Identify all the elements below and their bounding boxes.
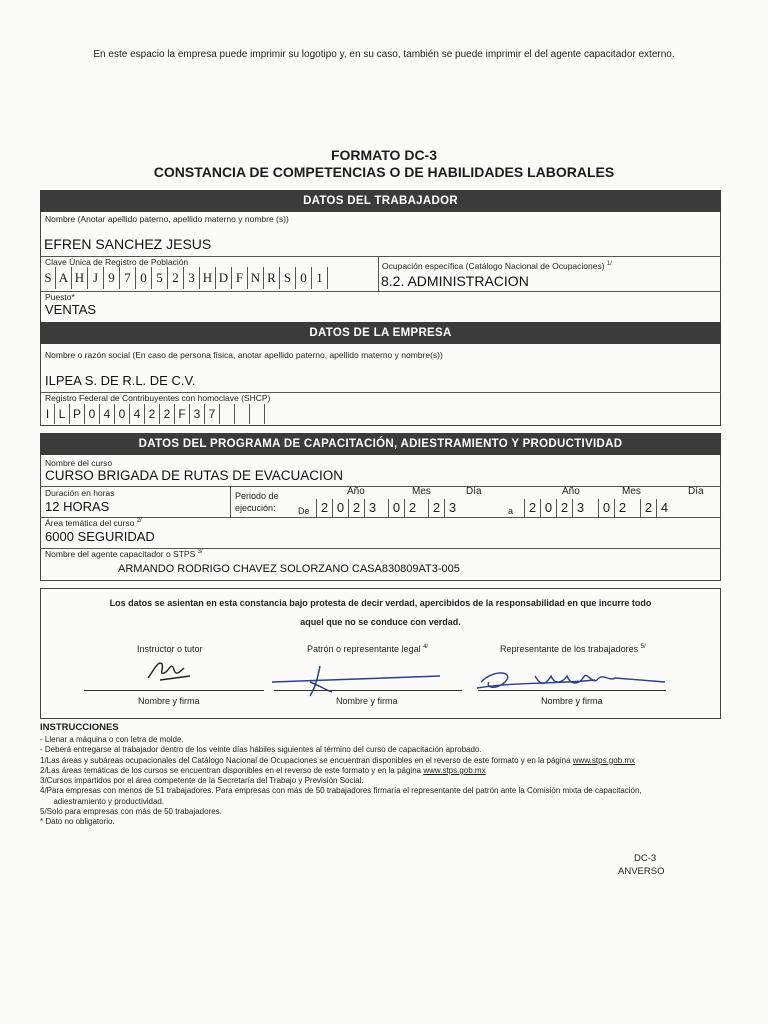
char-cell: L [55, 404, 70, 424]
instruction-item: 5/Solo para empresas con más de 50 trabajadores. [40, 807, 222, 817]
date-digit-cell: 0 [388, 499, 404, 517]
rfc-cells [40, 404, 265, 424]
curp-label: Clave Única de Registro de Población [45, 257, 189, 267]
instruction-item: adiestramiento y productividad. [40, 796, 165, 806]
start-month-label: Mes [412, 486, 431, 497]
trainer-label-text: Nombre del agente capacitador o STPS [45, 549, 196, 559]
stps-link[interactable]: www.stps.gob.mx [572, 755, 636, 765]
char-cell: 1 [312, 267, 328, 289]
workers-rep-label-text: Representante de los trabajadores [500, 644, 639, 654]
end-month-label: Mes [622, 486, 641, 497]
course-name-label: Nombre del curso [45, 458, 113, 468]
signature-line [84, 690, 264, 691]
instruction-item: - Llenar a máquina o con letra de molde. [40, 735, 184, 744]
footer-side-label: ANVERSO [618, 866, 665, 877]
duration-label: Duración en horas [45, 488, 115, 498]
date-digit-cell: 2 [614, 499, 630, 517]
date-digit-cell: 3 [444, 499, 460, 517]
thematic-area-value: 6000 SEGURIDAD [45, 529, 155, 544]
thematic-area-label [45, 518, 142, 528]
date-digit-cell: 2 [316, 499, 332, 517]
char-cell: I [40, 404, 55, 424]
char-cell [220, 404, 235, 424]
divider [40, 291, 721, 292]
course-name-value: CURSO BRIGADA DE RUTAS DE EVACUACION [45, 468, 344, 483]
date-digit-cell: 4 [656, 499, 672, 517]
char-cell: 0 [296, 267, 312, 289]
date-digit-cell: 2 [640, 499, 656, 517]
char-cell: H [200, 267, 216, 289]
instructor-label: Instructor o tutor [137, 644, 203, 654]
employer-label-text: Patrón o representante legal [307, 644, 421, 654]
instruction-item: * Dato no obligatorio. [40, 817, 115, 827]
date-digit-cell: 0 [598, 499, 614, 517]
date-digit-cell: 0 [332, 499, 348, 517]
affirmation-line-1: Los datos se asientan en esta constancia bajo protesta de decir verdad, apercibidos de la responsabilidad en que incurre todo [109, 598, 652, 608]
workers-rep-label [500, 644, 646, 654]
end-year-label: Año [562, 486, 580, 497]
date-digit-cell: 0 [540, 499, 556, 517]
workers-rep-name-sign: Nombre y firma [541, 696, 603, 706]
instruction-item [40, 756, 642, 766]
thematic-area-footnote-ref: 2/ [136, 518, 142, 525]
company-section-header: DATOS DE LA EMPRESA [40, 322, 721, 344]
footer-form-code: DC-3 [634, 853, 657, 864]
affirmation-line-2: aquel que no se conduce con verdad. [300, 617, 461, 627]
company-name-value: ILPEA S. DE R.L. DE C.V. [45, 373, 196, 388]
char-cell: J [88, 267, 104, 289]
workers-rep-footnote-ref: 5/ [640, 644, 646, 650]
char-cell: 0 [85, 404, 100, 424]
char-cell: A [56, 267, 72, 289]
date-digit-cell: 2 [404, 499, 420, 517]
occupation-label [382, 261, 612, 271]
employer-name-sign: Nombre y firma [336, 696, 398, 706]
form-code-title: FORMATO DC-3 [330, 147, 438, 163]
from-label: De [298, 506, 310, 516]
to-label: a [508, 506, 514, 516]
char-cell: 7 [120, 267, 136, 289]
char-cell: D [216, 267, 232, 289]
program-section-header: DATOS DEL PROGRAMA DE CAPACITACIÓN, ADIESTRAMIENTO Y PRODUCTIVIDAD [40, 433, 721, 455]
employer-footnote-ref: 4/ [423, 644, 429, 650]
char-cell: N [248, 267, 264, 289]
instruction-item: - Deberá entregarse al trabajador dentro de los veinte días hábiles siguientes al término del curso de capacitación aprobado. [40, 745, 482, 755]
company-name-label: Nombre o razón social (En caso de persona física, anotar apellido paterno, apellido materno y nombre(s)) [45, 350, 443, 360]
char-cell [250, 404, 265, 424]
char-cell: F [232, 267, 248, 289]
char-cell: 2 [168, 267, 184, 289]
char-cell: 4 [100, 404, 115, 424]
date-digit-cell: 3 [572, 499, 588, 517]
date-digit-cell: 2 [556, 499, 572, 517]
start-day-label: Día [466, 486, 482, 497]
instructor-name-sign: Nombre y firma [138, 696, 200, 706]
trainer-footnote-ref: 3/ [197, 549, 203, 556]
period-label-1: Periodo de [235, 491, 279, 501]
employer-label [307, 644, 428, 654]
position-label: Puesto* [45, 292, 75, 302]
date-digit-cell: 2 [348, 499, 364, 517]
char-cell: 3 [184, 267, 200, 289]
date-digit-cell: 3 [364, 499, 380, 517]
char-cell: R [264, 267, 280, 289]
rfc-label: Registro Federal de Contribuyentes con homoclave (SHCP) [45, 393, 271, 403]
signature-line [274, 690, 462, 691]
char-cell: F [175, 404, 190, 424]
start-year-label: Año [347, 486, 365, 497]
instructions-title: INSTRUCCIONES [40, 722, 119, 733]
date-digit-cell: 2 [428, 499, 444, 517]
worker-section-header: DATOS DEL TRABAJADOR [40, 190, 721, 212]
duration-value: 12 HORAS [45, 499, 110, 514]
occupation-label-text: Ocupación específica (Catálogo Nacional de Ocupaciones) [382, 261, 605, 271]
divider [230, 486, 231, 518]
position-value: VENTAS [45, 302, 97, 317]
trainer-label [45, 549, 203, 559]
end-date-cells [524, 499, 672, 517]
date-digit-cell: 2 [524, 499, 540, 517]
char-cell: 4 [130, 404, 145, 424]
char-cell: S [280, 267, 296, 289]
char-cell: 7 [205, 404, 220, 424]
divider [40, 486, 721, 487]
stps-link[interactable]: www.stps.gob.mx [423, 765, 486, 775]
char-cell: 9 [104, 267, 120, 289]
char-cell: H [72, 267, 88, 289]
instruction-item: 3/Cursos impartidos por el área competente de la Secretaría del Trabajo y Previsión Social. [40, 776, 364, 786]
occupation-footnote-ref: 1/ [606, 261, 612, 268]
curp-cells [40, 267, 328, 289]
char-cell: P [70, 404, 85, 424]
char-cell: 3 [190, 404, 205, 424]
char-cell: 0 [136, 267, 152, 289]
logo-space-note: En este espacio la empresa puede imprimir su logotipo y, en su caso, también se puede imprimir el del agente capacitador externo. [93, 49, 675, 60]
instructions-list [40, 735, 642, 828]
instruction-item [40, 766, 642, 776]
char-cell: 2 [145, 404, 160, 424]
char-cell [235, 404, 250, 424]
signature-line [478, 690, 666, 691]
char-cell: S [40, 267, 56, 289]
instruction-item: 4/Para empresas con menos de 51 trabajadores. Para empresas con más de 50 trabajadores firmaría el representante del patrón ante la Comisión mixta de capacitación, [40, 786, 642, 796]
occupation-value: 8.2. ADMINISTRACION [381, 273, 529, 289]
char-cell: 5 [152, 267, 168, 289]
instructor-signature [140, 650, 200, 690]
char-cell: 2 [160, 404, 175, 424]
start-date-cells [316, 499, 460, 517]
trainer-value: ARMANDO RODRIGO CHAVEZ SOLORZANO CASA830809AT3-005 [118, 563, 460, 575]
form-main-title: CONSTANCIA DE COMPETENCIAS O DE HABILIDADES LABORALES [153, 164, 615, 180]
worker-name-value: EFREN SANCHEZ JESUS [44, 236, 212, 252]
divider [40, 517, 721, 518]
end-day-label: Día [688, 486, 704, 497]
char-cell: 0 [115, 404, 130, 424]
worker-name-label: Nombre (Anotar apellido paterno, apellido materno y nombre (s)) [45, 214, 289, 224]
divider [378, 256, 379, 292]
instruction-item-text: 2/Las áreas temáticas de los cursos se encuentran disponibles en el reverso de este formato y en la página [40, 765, 424, 775]
thematic-area-label-text: Área temática del curso [45, 518, 135, 528]
instruction-item-text: 1/Las áreas y subáreas ocupacionales del Catálogo Nacional de Ocupaciones se encuentran disponibles en el reverso de este formato y en la página [40, 755, 573, 765]
period-label-2: ejecución: [235, 503, 276, 513]
